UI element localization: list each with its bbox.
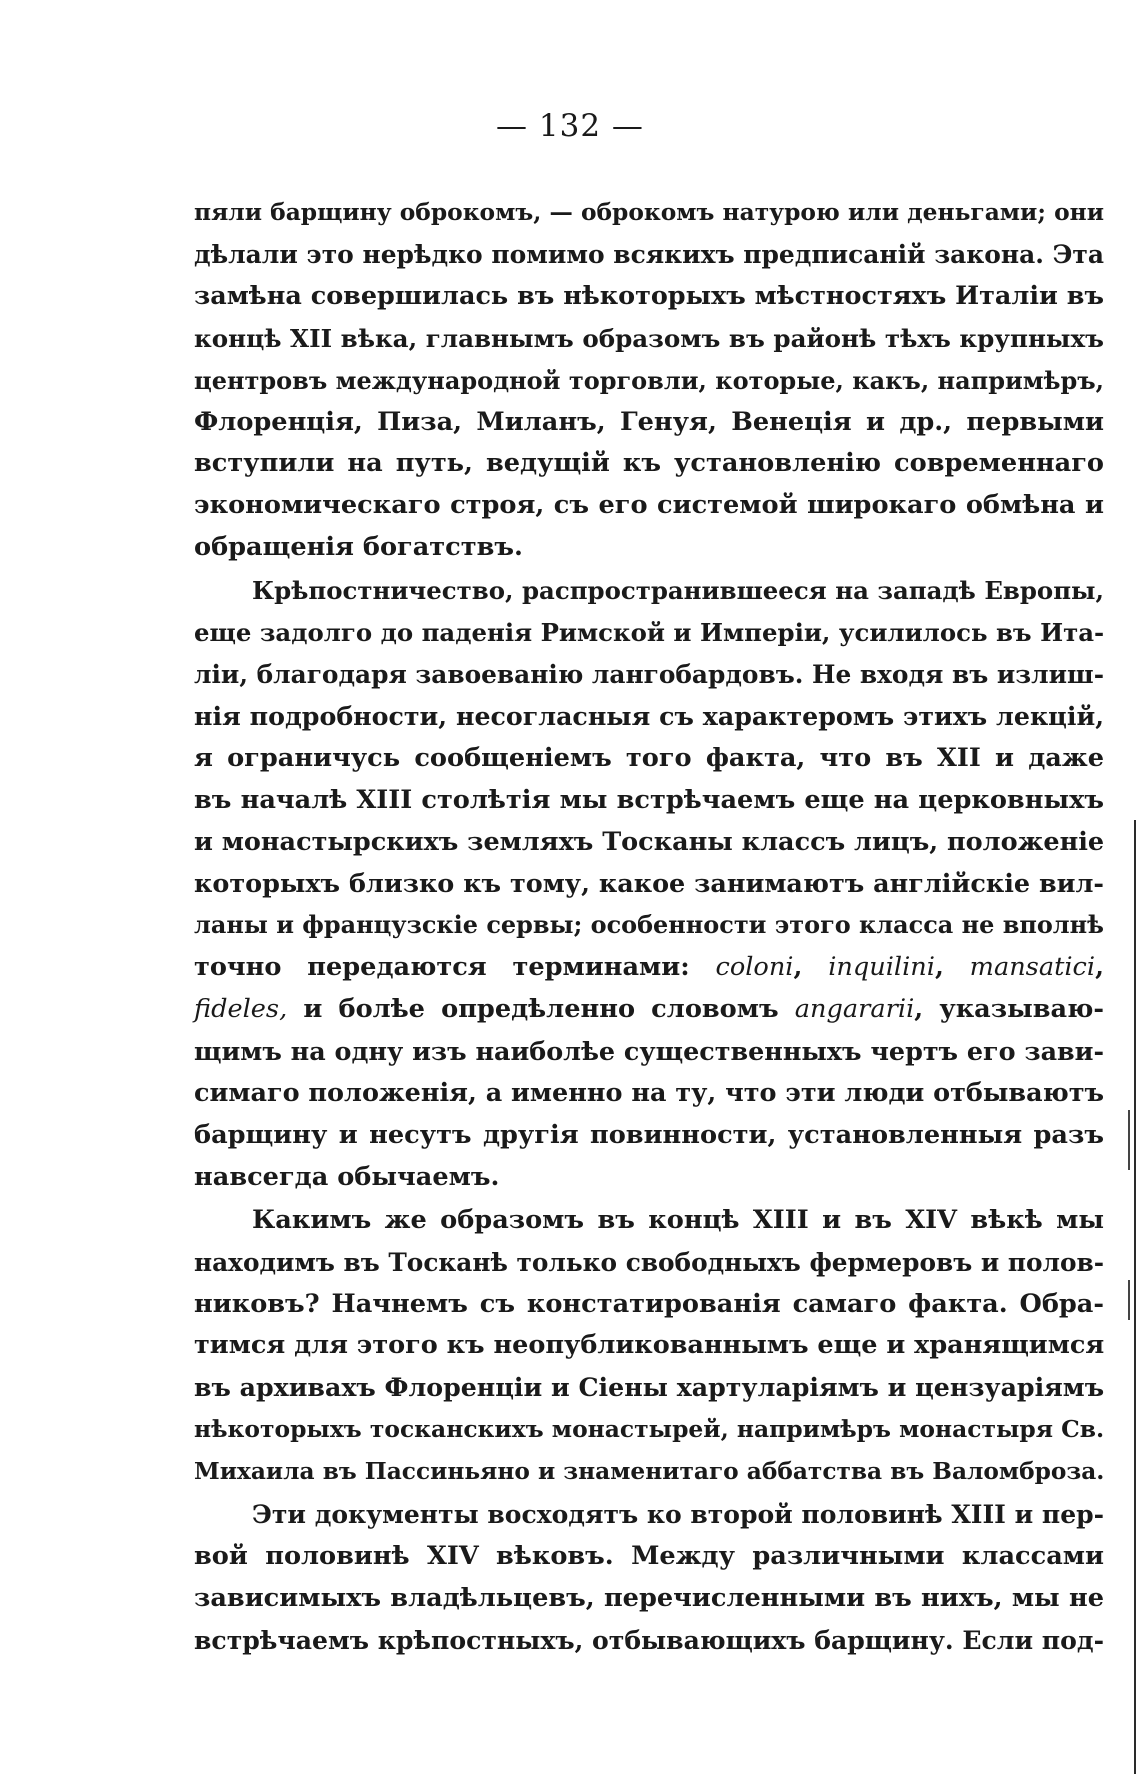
text-line: тимся для этого къ неопубликованнымъ еще и хранящимся [194,1330,1105,1361]
text-line-latin-terms [194,989,1104,1031]
text-line: я ограничусь сообщеніемъ того факта, что въ XII и даже [194,742,1104,773]
page-number: — 132 — [496,108,644,144]
text-line: щимъ на одну изъ наиболѣе существенныхъ чертъ его зави- [194,1036,1105,1067]
text-run: и болѣе опредѣленно словомъ [287,994,795,1025]
paragraph-3 [194,1200,1104,1493]
scan-edge-mark [1128,1110,1130,1170]
text-line: навсегда обычаемъ. [194,1161,500,1192]
text-line-latin-terms [194,947,1104,989]
latin-term: fideles, [194,994,288,1025]
text-line: въ архивахъ Флоренціи и Сіены хартуларіямъ и цензуаріямъ [194,1372,1105,1403]
latin-term: coloni [715,952,794,983]
text-line: Флоренція, Пиза, Миланъ, Генуя, Венеція и др., первыми [194,406,1104,437]
text-line: зависимыхъ владѣльцевъ, перечисленными въ нихъ, мы не [194,1582,1104,1613]
text-line: вой половинѣ XIV вѣковъ. Между различными классами [194,1541,1104,1571]
text-line: Михаила въ Пассиньяно и знаменитаго аббатства въ Валомброза. [194,1458,1105,1486]
text-line: Крѣпостничество, распространившееся на западѣ Европы, [252,576,1104,606]
latin-term: angararii [794,994,915,1025]
text-run: , [1095,952,1104,983]
paragraph-4 [194,1494,1104,1662]
text-run: , [793,952,829,983]
text-line: ліи, благодаря завоеванію лангобардовъ. Не входя въ излиш- [194,659,1104,689]
text-line: центровъ международной торговли, которые, какъ, напримѣръ, [194,365,1104,395]
scan-edge-mark [1128,1280,1130,1320]
paragraph-2 [194,570,1104,1199]
text-line: барщину и несутъ другія повинности, установленныя разъ [194,1119,1104,1150]
latin-term: mansatici [969,952,1096,983]
text-run: , [934,952,970,983]
text-line: пяли барщину оброкомъ, — оброкомъ натурою или деньгами; они [194,199,1104,226]
text-line: которыхъ близко къ тому, какое занимаютъ англійскіе вил- [194,868,1104,899]
text-line: никовъ? Начнемъ съ констатированія самаго факта. Обра- [194,1288,1104,1319]
text-run: точно передаются терминами: [194,952,716,983]
text-line: вступили на путь, ведущій къ установленію современнаго [194,448,1104,479]
text-line: находимъ въ Тосканѣ только свободныхъ фермеровъ и полов- [194,1247,1104,1277]
text-run: , указываю- [914,994,1104,1025]
text-line: нѣкоторыхъ тосканскихъ монастырей, напримѣръ монастыря Св. [194,1415,1105,1444]
text-line: Какимъ же образомъ въ концѣ XIII и въ XIV вѣкѣ мы [252,1204,1104,1235]
text-line: обращенія богатствъ. [194,532,523,563]
scan-edge-line [1134,820,1136,1774]
text-line: и монастырскихъ земляхъ Тосканы классъ лицъ, положеніе [194,826,1105,857]
paragraph-1 [194,192,1104,569]
body-text [194,192,1104,1662]
text-line: замѣна совершилась въ нѣкоторыхъ мѣстностяхъ Италіи въ [194,280,1104,311]
text-line: нія подробности, несогласныя съ характеромъ этихъ лекцій, [194,700,1104,731]
text-line: еще задолго до паденія Римской и Имперіи, усилилось въ Ита- [194,618,1105,648]
text-line: дѣлали это нерѣдко помимо всякихъ предписаній закона. Эта [194,239,1104,269]
text-line: Эти документы восходятъ ко второй половинѣ XIII и пер- [252,1499,1104,1530]
text-line: концѣ XII вѣка, главнымъ образомъ въ районѣ тѣхъ крупныхъ [194,323,1104,353]
latin-term: inquilini [828,952,935,983]
text-line: симаго положенія, а именно на ту, что эти люди отбываютъ [194,1078,1104,1109]
text-line: экономическаго строя, съ его системой широкаго обмѣна и [194,490,1104,521]
text-line: ланы и французскіе сервы; особенности этого класса не вполнѣ [194,911,1104,940]
text-line: въ началѣ XIII столѣтія мы встрѣчаемъ еще на церковныхъ [194,784,1104,815]
text-line: встрѣчаемъ крѣпостныхъ, отбывающихъ барщину. Если под- [194,1624,1104,1655]
